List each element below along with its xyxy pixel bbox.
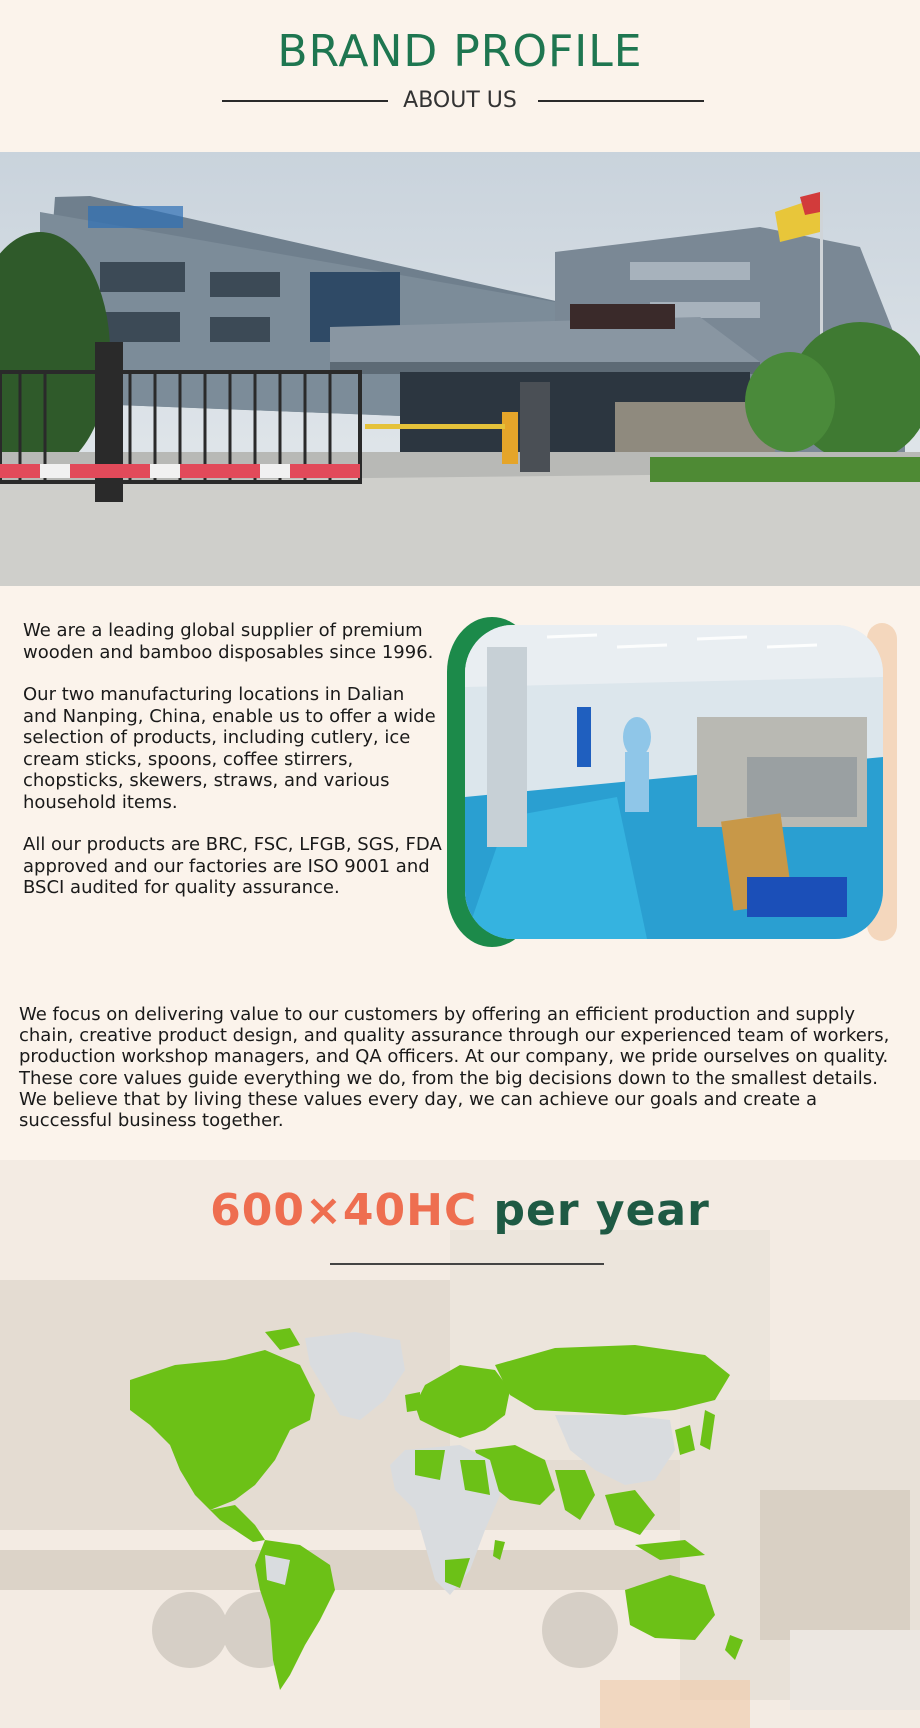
world-export-map bbox=[115, 1320, 815, 1700]
capacity-underline bbox=[330, 1263, 604, 1265]
intro-paragraph-3: All our products are BRC, FSC, LFGB, SGS, FDA approved and our factories are ISO 9001 and BSCI audited for quality assurance. bbox=[23, 834, 442, 898]
capacity-unit: per year bbox=[477, 1185, 710, 1236]
map-india bbox=[555, 1470, 595, 1520]
map-russia bbox=[495, 1345, 730, 1415]
values-paragraph: We focus on delivering value to our customers by offering an efficient production and supply chain, creative product design, and quality assurance through our experienced team of workers, production workshop managers, and QA officers. At our company, we pride ourselves on quality. These core values guide everything we do, from the big decisions down to the smallest details. We believe that by living these values every day, we can achieve our goals and create a successful business together. bbox=[19, 1004, 890, 1132]
map-southeast-asia bbox=[605, 1490, 655, 1535]
map-europe bbox=[415, 1365, 510, 1438]
page-title: BRAND PROFILE bbox=[277, 26, 643, 77]
intro-text bbox=[23, 620, 443, 920]
factory-exterior-photo bbox=[0, 152, 920, 586]
map-australia bbox=[625, 1575, 715, 1640]
map-greenland bbox=[305, 1332, 405, 1420]
intro-paragraph-2: Our two manufacturing locations in Dalian and Nanping, China, enable us to offer a wide selection of products, including cutlery, ice cream sticks, spoons, coffee stirrers, chopsticks, skewers, straws, and various household items. bbox=[23, 684, 436, 813]
right-divider bbox=[538, 100, 704, 102]
capacity-amount: 600×40HC bbox=[210, 1185, 478, 1236]
map-north-america bbox=[130, 1350, 315, 1510]
brand-header bbox=[0, 0, 920, 152]
map-central-america bbox=[210, 1505, 265, 1542]
intro-paragraph-1: We are a leading global supplier of premium wooden and bamboo disposables since 1996. bbox=[23, 620, 434, 663]
section-subtitle: ABOUT US bbox=[403, 88, 517, 113]
capacity-heading bbox=[0, 1185, 920, 1236]
cleanroom-photo-frame bbox=[447, 617, 897, 947]
about-us-row bbox=[0, 86, 920, 116]
